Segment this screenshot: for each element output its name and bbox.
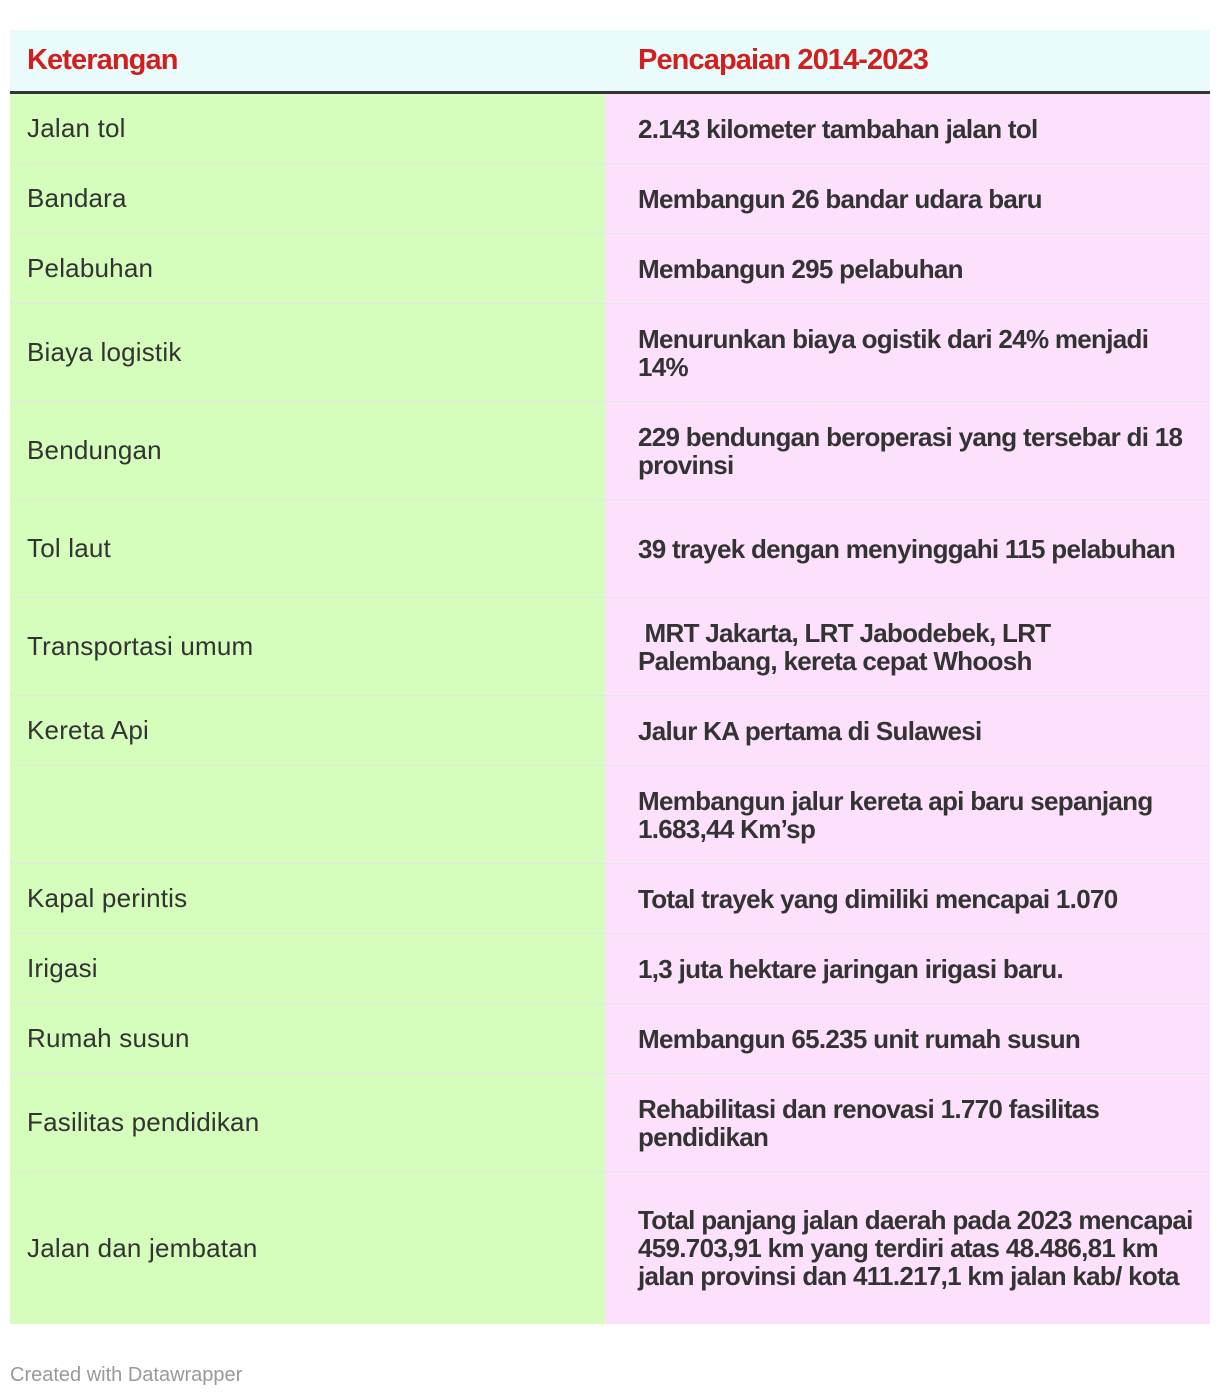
data-table	[10, 30, 1210, 1324]
row-value: Membangun 65.235 unit rumah susun	[605, 1004, 1210, 1073]
table-row	[10, 304, 1210, 402]
row-value: Total trayek yang dimiliki mencapai 1.070	[605, 864, 1210, 933]
row-value: Membangun jalur kereta api baru sepanjang 1.683,44 Km’sp	[605, 766, 1210, 863]
row-label: Bendungan	[10, 402, 605, 499]
row-value: Rehabilitasi dan renovasi 1.770 fasilitas pendidikan	[605, 1074, 1210, 1171]
row-value: 2.143 kilometer tambahan jalan tol	[605, 94, 1210, 163]
row-value: Total panjang jalan daerah pada 2023 mencapai 459.703,91 km yang terdiri atas 48.486,81 km jalan provinsi dan 411.217,1 km jalan kab/ kota	[605, 1172, 1210, 1324]
table-row	[10, 864, 1210, 934]
table-row	[10, 766, 1210, 864]
row-label: Jalan dan jembatan	[10, 1172, 605, 1324]
row-label: Jalan tol	[10, 94, 605, 163]
datawrapper-credit[interactable]: Created with Datawrapper	[10, 1364, 243, 1386]
row-value: Jalur KA pertama di Sulawesi	[605, 696, 1210, 765]
row-label: Kereta Api	[10, 696, 605, 765]
row-label: Pelabuhan	[10, 234, 605, 303]
header-pencapaian: Pencapaian 2014-2023	[638, 44, 928, 76]
table-row	[10, 1074, 1210, 1172]
table-header	[10, 30, 1210, 94]
header-keterangan: Keterangan	[27, 44, 178, 76]
table-row	[10, 934, 1210, 1004]
row-label: Fasilitas pendidikan	[10, 1074, 605, 1171]
table-row	[10, 696, 1210, 766]
table-row	[10, 402, 1210, 500]
table-row	[10, 94, 1210, 164]
row-value: 1,3 juta hektare jaringan irigasi baru.	[605, 934, 1210, 1003]
row-label: Irigasi	[10, 934, 605, 1003]
table-row	[10, 500, 1210, 598]
table-row	[10, 1172, 1210, 1324]
table-row	[10, 164, 1210, 234]
row-label: Kapal perintis	[10, 864, 605, 933]
row-value: Membangun 26 bandar udara baru	[605, 164, 1210, 233]
row-label: Rumah susun	[10, 1004, 605, 1073]
table-row	[10, 1004, 1210, 1074]
table-row	[10, 598, 1210, 696]
row-label: Biaya logistik	[10, 304, 605, 401]
row-value: 229 bendungan beroperasi yang tersebar di 18 provinsi	[605, 402, 1210, 499]
row-label: Bandara	[10, 164, 605, 233]
table-row	[10, 234, 1210, 304]
row-value: 39 trayek dengan menyinggahi 115 pelabuhan	[605, 500, 1210, 597]
row-value: MRT Jakarta, LRT Jabodebek, LRT Palembang, kereta cepat Whoosh	[605, 598, 1210, 695]
row-value: Membangun 295 pelabuhan	[605, 234, 1210, 303]
row-label	[10, 766, 605, 863]
row-label: Transportasi umum	[10, 598, 605, 695]
row-value: Menurunkan biaya ogistik dari 24% menjadi 14%	[605, 304, 1210, 401]
row-label: Tol laut	[10, 500, 605, 597]
